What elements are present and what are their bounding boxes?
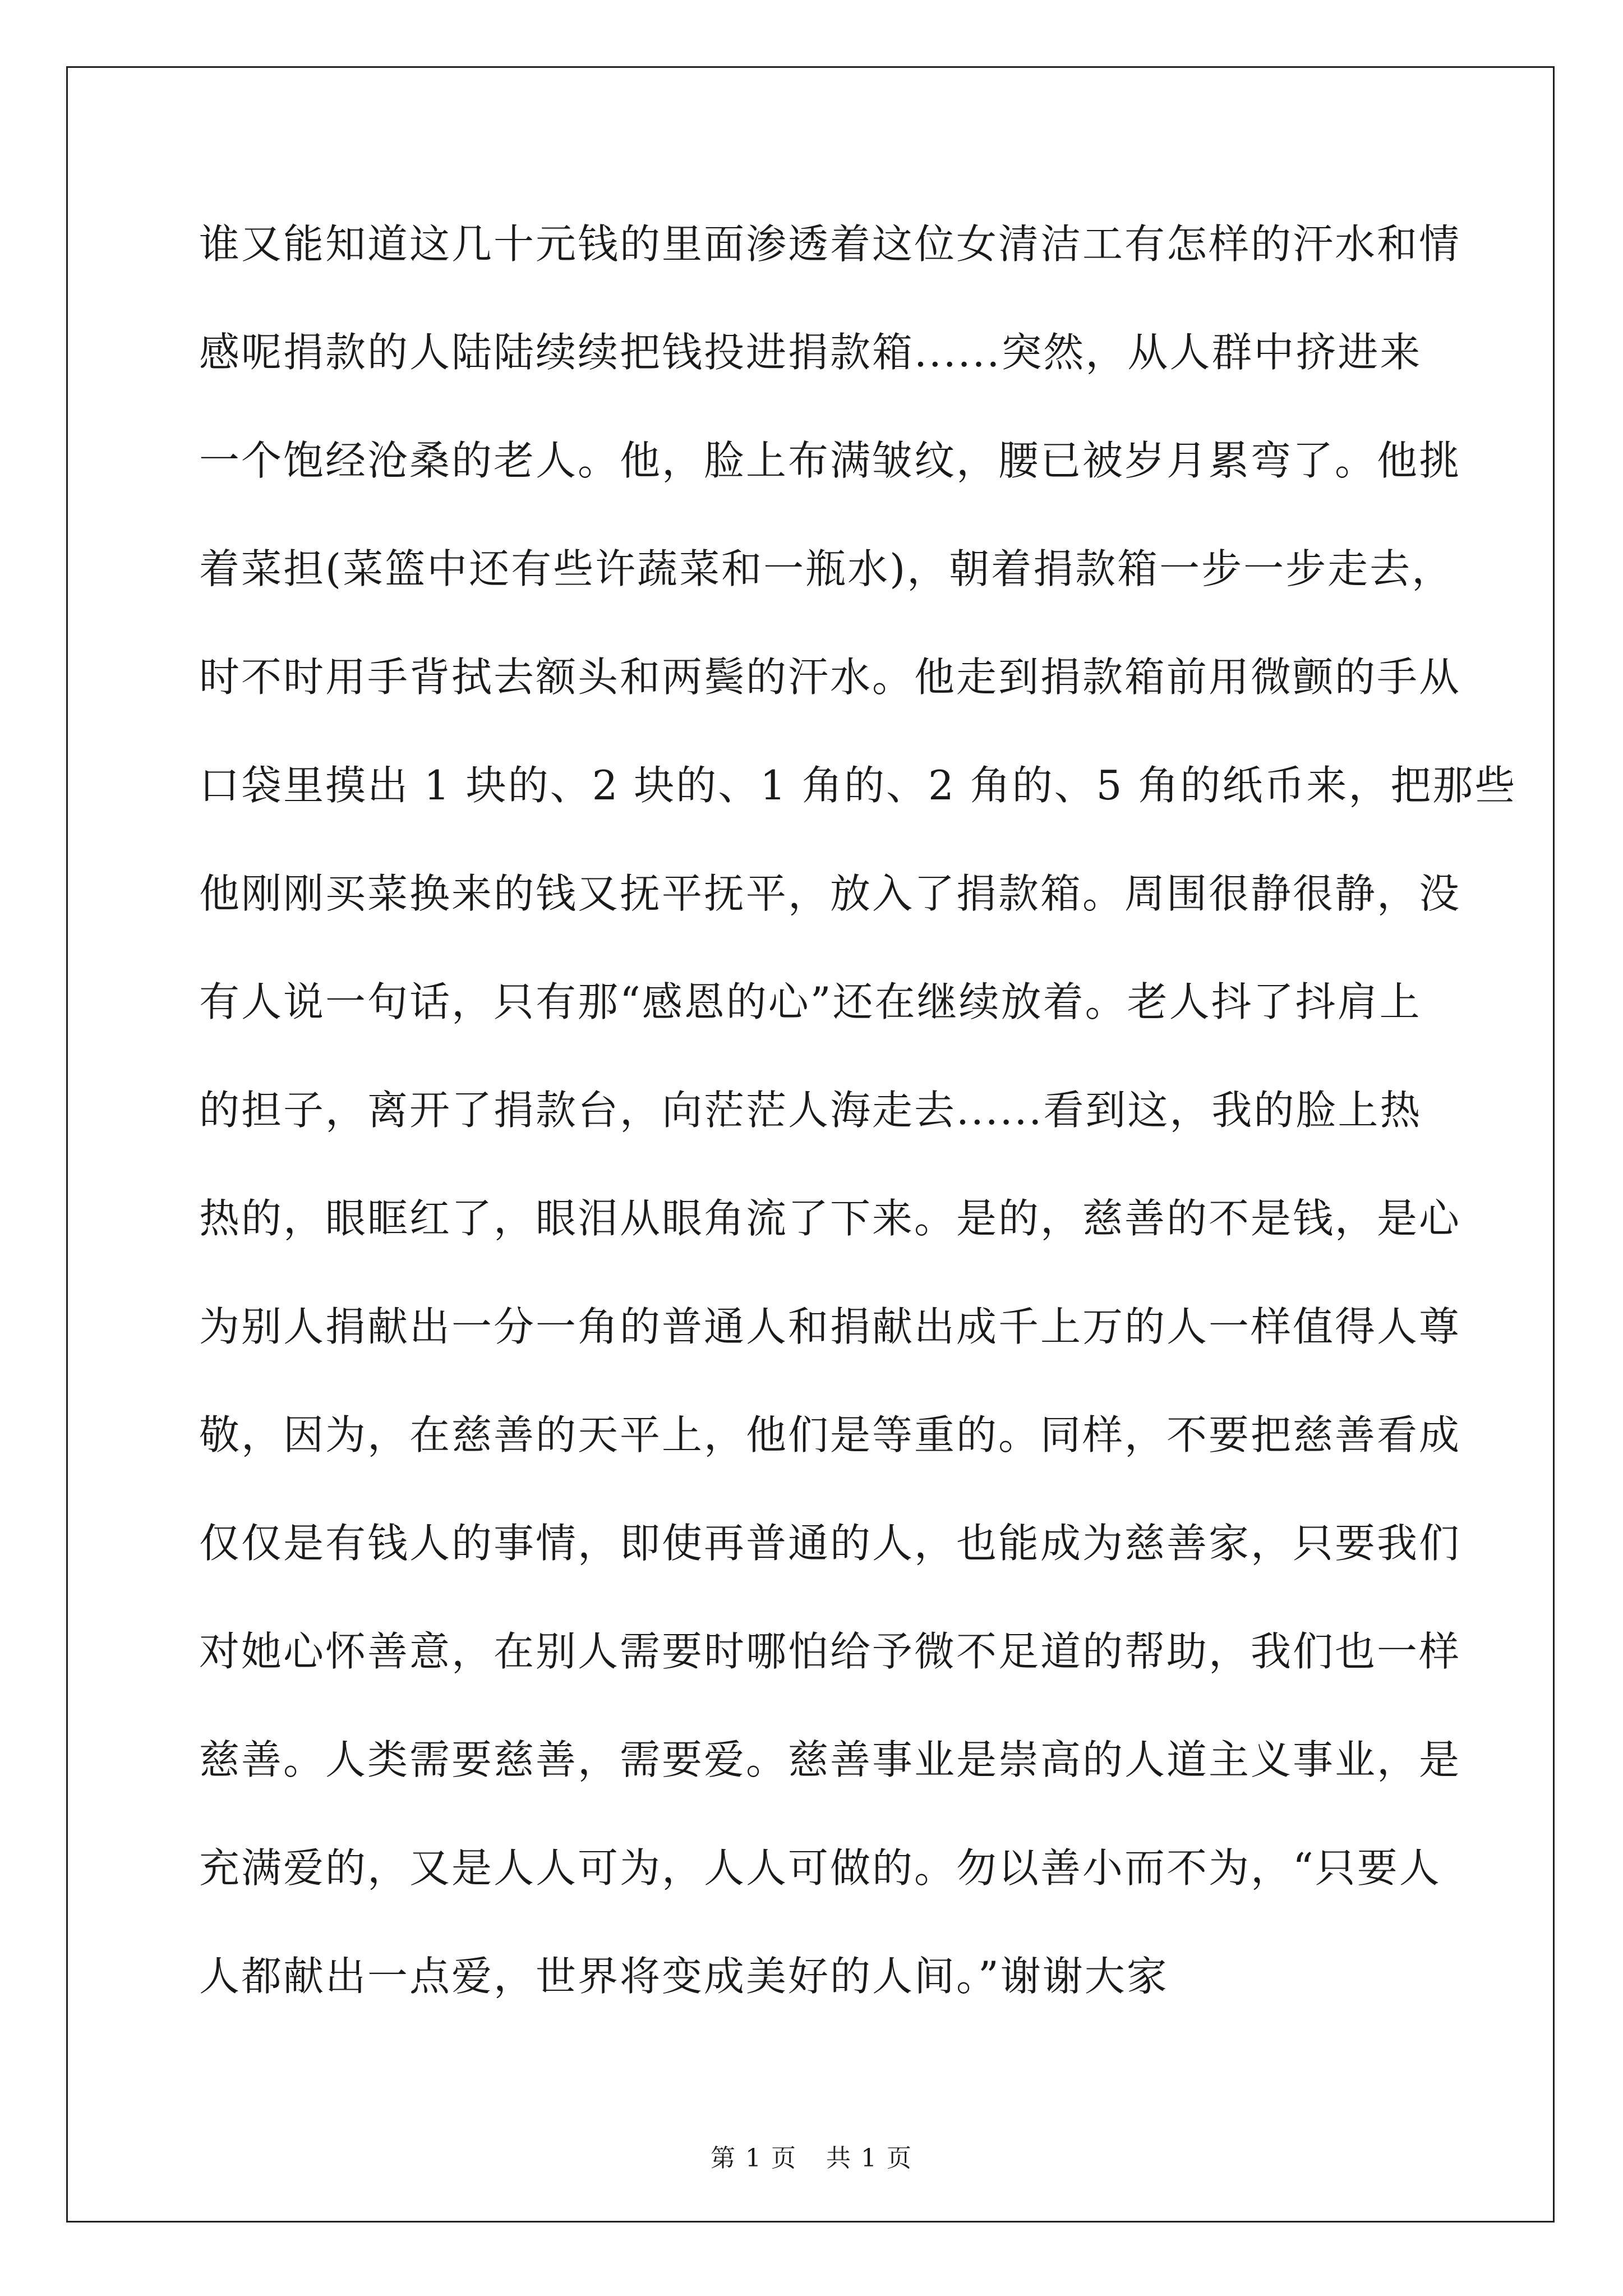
page-footer	[0, 2142, 1623, 2175]
text-line: 口袋里摸出 1 块的、2 块的、1 角的、2 角的、5 角的纸币来，把那些	[199, 762, 1517, 809]
text-line: 人都献出一点爱，世界将变成美好的人间。”谢谢大家	[199, 1953, 1169, 2000]
page-total: 共 1 页	[826, 2144, 912, 2173]
text-line: 感呢捐款的人陆陆续续把钱投进捐款箱......突然，从人群中挤进来	[199, 329, 1422, 376]
text-line: 谁又能知道这几十元钱的里面渗透着这位女清洁工有怎样的汗水和情	[199, 220, 1461, 268]
text-line: 他刚刚买菜换来的钱又抚平抚平，放入了捐款箱。周围很静很静，没	[199, 870, 1461, 917]
text-line: 仅仅是有钱人的事情，即使再普通的人，也能成为慈善家，只要我们	[199, 1520, 1461, 1567]
text-line: 对她心怀善意，在别人需要时哪怕给予微不足道的帮助，我们也一样	[199, 1628, 1461, 1675]
text-line: 慈善。人类需要慈善，需要爱。慈善事业是崇高的人道主义事业，是	[199, 1736, 1461, 1783]
text-line: 时不时用手背拭去额头和两鬓的汗水。他走到捐款箱前用微颤的手从	[199, 654, 1461, 701]
page-number: 第 1 页	[711, 2144, 797, 2173]
text-line: 一个饱经沧桑的老人。他，脸上布满皱纹，腰已被岁月累弯了。他挑	[199, 437, 1461, 484]
text-line: 充满爱的，又是人人可为，人人可做的。勿以善小而不为，“只要人	[199, 1844, 1441, 1892]
document-body	[199, 216, 1517, 2056]
text-line: 为别人捐献出一分一角的普通人和捐献出成千上万的人一样值得人尊	[199, 1303, 1461, 1350]
text-line: 热的，眼眶红了，眼泪从眼角流了下来。是的，慈善的不是钱，是心	[199, 1195, 1461, 1242]
text-line: 敬，因为，在慈善的天平上，他们是等重的。同样，不要把慈善看成	[199, 1411, 1461, 1458]
text-line: 着菜担(菜篮中还有些许蔬菜和一瓶水)，朝着捐款箱一步一步走去，	[199, 545, 1454, 592]
text-line: 的担子，离开了捐款台，向茫茫人海走去......看到这，我的脸上热	[199, 1087, 1422, 1134]
text-line: 有人说一句话，只有那“感恩的心”还在继续放着。老人抖了抖肩上	[199, 978, 1422, 1025]
